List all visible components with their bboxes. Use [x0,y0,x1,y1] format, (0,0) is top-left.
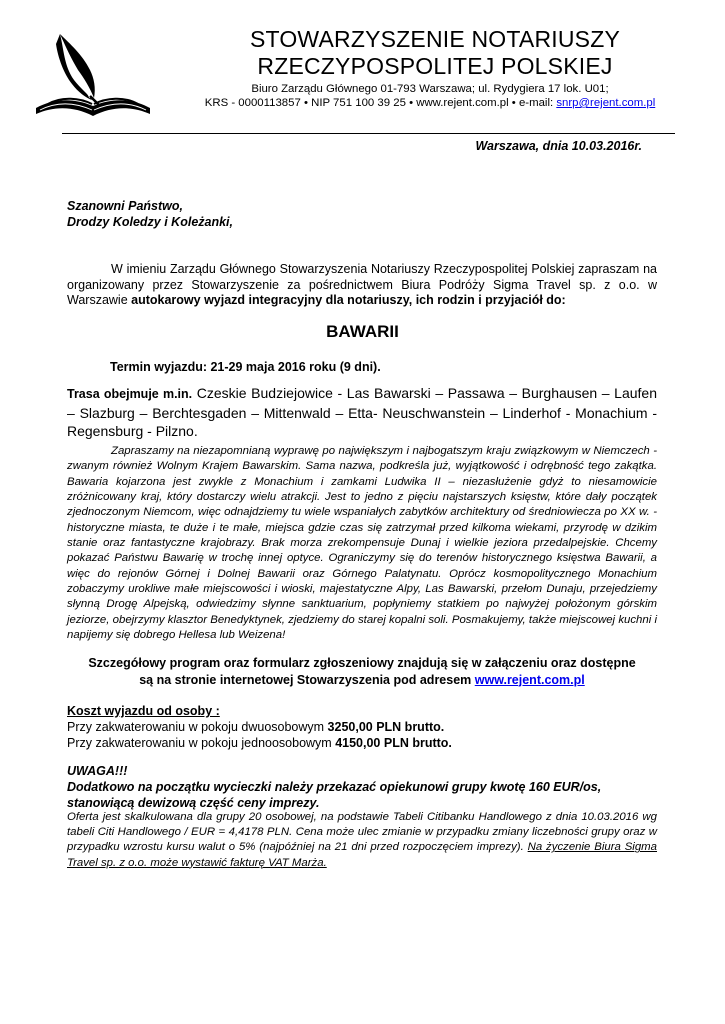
organization-name-line2: RZECZYPOSPOLITEJ POLSKIEJ [257,53,613,79]
cost-double-room [67,719,452,735]
website-link[interactable]: www.rejent.com.pl [474,672,585,687]
email-link[interactable]: snrp@rejent.com.pl [556,97,656,109]
intro-bold-text: autokarowy wyjazd integracyjny dla notariuszy, ich rodzin i przyjaciół do: [131,293,566,307]
notice-section [67,763,657,811]
registry-contact-line [150,96,710,110]
destination-heading: BAWARII [326,322,399,341]
offer-terms [67,810,657,871]
route-paragraph [67,384,657,441]
organization-name [190,26,680,80]
organization-name-line1: STOWARZYSZENIE NOTARIUSZY [249,26,621,52]
letter-date: Warszawa, dnia 10.03.2016r. [475,139,642,153]
registry-info: KRS - 0000113857 • NIP 751 100 39 25 • www.rejent.com.pl • e-mail: [204,97,557,109]
cost-double-price: 3250,00 PLN brutto. [327,720,445,734]
header-divider [62,133,675,134]
greeting-line1: Szanowni Państwo, [67,199,183,213]
cost-single-label: Przy zakwaterowaniu w pokoju jednoosobowym [67,736,336,750]
route-label: Trasa obejmuje m.in. [67,387,193,401]
trip-dates: Termin wyjazdu: 21-29 maja 2016 roku (9 dni). [110,360,381,374]
program-line2-text: są na stronie internetowej Stowarzyszenia pod adresem [139,672,475,687]
program-line2 [67,672,657,689]
program-line1: Szczegółowy program oraz formularz zgłoszeniowy znajdują się w załączeniu oraz dostępne [88,656,636,670]
route-text: Czeskie Budziejowice - Las Bawarski – Passawa – Burghausen – Laufen – Slazburg – Berchtesgaden – Mittenwald – Etta- Neuschwanstein – Linderhof - Monachium - Regensburg - Pilzno. [67,385,657,440]
quill-book-logo-icon [34,28,152,120]
office-address: Biuro Zarządu Głównego 01-793 Warszawa; ul. Rydygiera 17 lok. U01; [251,83,609,95]
vat-invoice-note: Na życzenie Biura Sigma Travel sp. z o.o. może wystawić fakturę VAT Marża. [67,841,658,869]
program-info [67,655,657,688]
greeting-line2: Drodzy Koledzy i Koleżanki, [67,215,234,229]
cost-section [67,703,452,751]
cost-single-room [67,735,452,751]
cost-heading: Koszt wyjazdu od osoby : [67,704,220,718]
cost-double-label: Przy zakwaterowaniu w pokoju dwuosobowym [67,720,328,734]
notice-text: Dodatkowo na początku wycieczki należy przekazać opiekunowi grupy kwotę 160 EUR/os, stanowiącą dewizową część ceny imprezy. [67,780,602,810]
notice-title: UWAGA!!! [67,764,128,778]
trip-description: Zapraszamy na niezapomnianą wyprawę po największym i najbogatszym kraju związkowym w Niemczech - zwanym również Wolnym Krajem Bawarskim. Sama nazwa, podkreśla już, wyjątkowość i odrębność tego zakątka. Bawaria kojarzona jest zwykle z Monachium i zamkami Ludwika II – niezasłużenie gdyż to niesamowicie zróżnicowany kraj, który dostarczy wielu atrakcji. Jest to jedno z pięciu najstarszych księstw, które dały początek zjednoczonym Niemcom, więc odnajdziemy tu wiele wspaniałych zabytków architektury od średniowiecza po XX w. - historyczne miasta, te duże i te małe, miejsca gdzie czas się zatrzymał przed kilkoma wiekami, przyrodę w dzikim stanie oraz fantastyczne krajobrazy. Brak morza zrekompensuje Dunaj i wielkie jeziora przedalpejskie. Chcemy pokazać Państwu Bawarię w trochę innej optyce. Ograniczymy się do terenów historycznego księstwa Bawarii, a więc do rejonów Górnej i Dolnej Bawarii oraz Górnego Palatynatu. Oprócz kosmopolitycznego Monachium zobaczymy urokliwe małe miejscowości i wioski, majestatyczne Alpy, Las Bawarski, przełom Dunaju, przejedziemy słynną Drogę Alpejską, odwiedzimy słynne sanktuarium, popłyniemy statkiem po najwyżej położonym górskim jeziorze, obejrzymy klasztor Benedyktynek, zjedziemy do starej kopalni soli. Posmakujemy, także miejscowej kuchni i napijemy się dobrego Hellesa lub Weizena! [67,445,657,642]
cost-single-price: 4150,00 PLN brutto. [335,736,452,750]
intro-paragraph [67,262,657,309]
offer-terms-text: Oferta jest skalkulowana dla grupy 20 osobowej, na podstawie Tabeli Citibanku Handlowego z dnia 10.03.2016 wg tabeli Citi Handlowego / EUR = 4,4178 PLN. Cena może ulec zmianie w przypadku zmiany liczebności grupy oraz w przypadku wzrostu kursu walut o 5% (najpóźniej na 21 dni przed rozpoczęciem imprezy). [67,811,657,854]
intro-text: W imieniu Zarządu Głównego Stowarzyszenia Notariuszy Rzeczypospolitej Polskiej zapraszam na organizowany przez Stowarzyszenie za pośrednictwem Biura Podróży Sigma Travel sp. z o.o. w Warszawie [67,262,657,307]
